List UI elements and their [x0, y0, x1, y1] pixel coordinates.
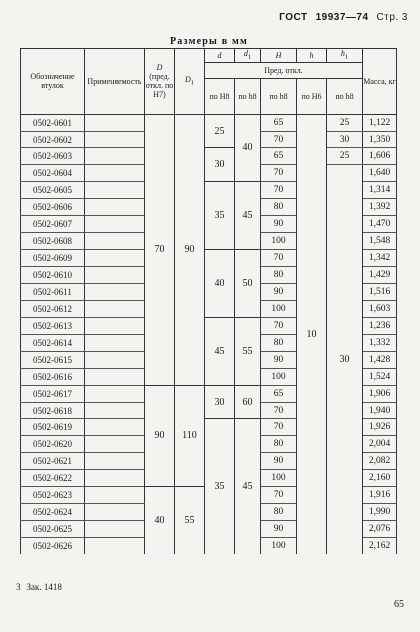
- row-application: [85, 419, 145, 436]
- row-code: 0502-0602: [21, 131, 85, 148]
- group-D1: 90: [175, 114, 205, 385]
- row-mass: 1,516: [363, 283, 397, 300]
- row-mass: 1,428: [363, 351, 397, 368]
- row-code: 0502-0613: [21, 317, 85, 334]
- row-mass: 1,350: [363, 131, 397, 148]
- row-H: 90: [261, 453, 297, 470]
- row-H: 65: [261, 148, 297, 165]
- row-H: 70: [261, 250, 297, 267]
- row-code: 0502-0624: [21, 504, 85, 521]
- row-H: 100: [261, 470, 297, 487]
- group-d1: 55: [235, 317, 261, 385]
- col-H: H: [261, 49, 297, 63]
- group-h1: 30: [327, 165, 363, 555]
- row-application: [85, 504, 145, 521]
- row-mass: 1,603: [363, 300, 397, 317]
- row-application: [85, 317, 145, 334]
- gost-number: 19937—74: [315, 12, 369, 23]
- group-h1: 25: [327, 114, 363, 131]
- row-application: [85, 165, 145, 182]
- row-mass: 1,314: [363, 182, 397, 199]
- tol-h: по H6: [297, 78, 327, 114]
- col-mass: Масса, кг: [363, 49, 397, 115]
- group-d1: 50: [235, 250, 261, 318]
- row-code: 0502-0603: [21, 148, 85, 165]
- footer-left: [16, 582, 68, 592]
- row-code: 0502-0620: [21, 436, 85, 453]
- row-code: 0502-0621: [21, 453, 85, 470]
- row-code: 0502-0623: [21, 487, 85, 504]
- row-application: [85, 250, 145, 267]
- row-mass: 1,429: [363, 267, 397, 284]
- row-mass: 1,122: [363, 114, 397, 131]
- row-mass: 1,524: [363, 368, 397, 385]
- page-number-left: 3: [16, 582, 21, 592]
- row-mass: 1,926: [363, 419, 397, 436]
- order-number: Зак. 1418: [26, 582, 62, 592]
- row-application: [85, 487, 145, 504]
- row-H: 80: [261, 334, 297, 351]
- row-application: [85, 436, 145, 453]
- group-D: 70: [145, 114, 175, 385]
- row-application: [85, 470, 145, 487]
- row-application: [85, 283, 145, 300]
- row-application: [85, 199, 145, 216]
- group-D: 40: [145, 487, 175, 555]
- row-mass: 2,004: [363, 436, 397, 453]
- row-code: 0502-0612: [21, 300, 85, 317]
- group-d: 35: [205, 182, 235, 250]
- row-mass: 2,082: [363, 453, 397, 470]
- group-d: 35: [205, 419, 235, 555]
- row-mass: 1,342: [363, 250, 397, 267]
- row-application: [85, 131, 145, 148]
- row-H: 80: [261, 504, 297, 521]
- group-D1: 55: [175, 487, 205, 555]
- row-mass: 1,392: [363, 199, 397, 216]
- row-code: 0502-0626: [21, 538, 85, 555]
- row-application: [85, 521, 145, 538]
- row-H: 70: [261, 402, 297, 419]
- row-code: 0502-0614: [21, 334, 85, 351]
- row-application: [85, 538, 145, 555]
- row-code: 0502-0604: [21, 165, 85, 182]
- row-H: 100: [261, 233, 297, 250]
- row-application: [85, 148, 145, 165]
- tol-d: по H8: [205, 78, 235, 114]
- row-code: 0502-0606: [21, 199, 85, 216]
- group-h1: 25: [327, 148, 363, 165]
- row-H: 65: [261, 114, 297, 131]
- group-d: 25: [205, 114, 235, 148]
- row-code: 0502-0622: [21, 470, 85, 487]
- tol-H: по h8: [261, 78, 297, 114]
- group-d1: 60: [235, 385, 261, 419]
- row-code: 0502-0615: [21, 351, 85, 368]
- tol-h1: по h8: [327, 78, 363, 114]
- row-application: [85, 267, 145, 284]
- group-D: 90: [145, 385, 175, 487]
- group-d: 30: [205, 385, 235, 419]
- row-H: 70: [261, 317, 297, 334]
- row-code: 0502-0601: [21, 114, 85, 131]
- group-d: 45: [205, 317, 235, 385]
- group-d: 30: [205, 148, 235, 182]
- row-mass: 1,916: [363, 487, 397, 504]
- row-application: [85, 351, 145, 368]
- row-H: 100: [261, 368, 297, 385]
- col-D: D (пред. откл. по H7): [145, 49, 175, 115]
- row-mass: 1,548: [363, 233, 397, 250]
- row-mass: 2,162: [363, 538, 397, 555]
- row-H: 80: [261, 267, 297, 284]
- row-code: 0502-0610: [21, 267, 85, 284]
- row-code: 0502-0618: [21, 402, 85, 419]
- row-mass: 1,332: [363, 334, 397, 351]
- col-application: Применяемость: [85, 49, 145, 115]
- dimensions-table: [20, 48, 397, 554]
- row-H: 100: [261, 538, 297, 555]
- row-code: 0502-0607: [21, 216, 85, 233]
- row-H: 65: [261, 385, 297, 402]
- row-H: 70: [261, 419, 297, 436]
- row-application: [85, 233, 145, 250]
- row-mass: 1,606: [363, 148, 397, 165]
- row-application: [85, 300, 145, 317]
- group-h1: 30: [327, 131, 363, 148]
- row-H: 80: [261, 436, 297, 453]
- group-d1: 40: [235, 114, 261, 182]
- row-code: 0502-0609: [21, 250, 85, 267]
- col-h: h: [297, 49, 327, 63]
- row-code: 0502-0611: [21, 283, 85, 300]
- row-mass: 1,940: [363, 402, 397, 419]
- col-d: d: [205, 49, 235, 63]
- row-mass: 1,906: [363, 385, 397, 402]
- row-application: [85, 453, 145, 470]
- page-number-right: 65: [394, 599, 404, 610]
- group-d: 40: [205, 250, 235, 318]
- row-H: 70: [261, 165, 297, 182]
- row-H: 90: [261, 283, 297, 300]
- row-application: [85, 334, 145, 351]
- row-code: 0502-0617: [21, 385, 85, 402]
- col-pred-otkl: Пред. откл.: [205, 62, 363, 78]
- row-mass: 1,470: [363, 216, 397, 233]
- row-code: 0502-0608: [21, 233, 85, 250]
- row-H: 90: [261, 351, 297, 368]
- row-application: [85, 182, 145, 199]
- row-mass: 2,160: [363, 470, 397, 487]
- row-application: [85, 216, 145, 233]
- page-header: [271, 12, 408, 23]
- group-D1: 110: [175, 385, 205, 487]
- row-code: 0502-0605: [21, 182, 85, 199]
- row-application: [85, 368, 145, 385]
- col-h1: $h_1$: [327, 49, 363, 63]
- col-designation: Обозначение втулок: [21, 49, 85, 115]
- row-H: 80: [261, 199, 297, 216]
- row-mass: 1,990: [363, 504, 397, 521]
- row-application: [85, 402, 145, 419]
- row-code: 0502-0616: [21, 368, 85, 385]
- row-mass: 1,236: [363, 317, 397, 334]
- gost-label: ГОСТ: [279, 12, 308, 23]
- col-d1: $d_1$: [235, 49, 261, 63]
- row-H: 70: [261, 182, 297, 199]
- row-code: 0502-0625: [21, 521, 85, 538]
- group-d1: 45: [235, 182, 261, 250]
- row-H: 90: [261, 216, 297, 233]
- col-D1: $D_1$: [175, 49, 205, 115]
- row-H: 90: [261, 521, 297, 538]
- row-H: 70: [261, 131, 297, 148]
- group-h: 10: [297, 114, 327, 554]
- group-d1: 45: [235, 419, 261, 555]
- row-H: 100: [261, 300, 297, 317]
- tol-d1: по h8: [235, 78, 261, 114]
- row-H: 70: [261, 487, 297, 504]
- row-code: 0502-0619: [21, 419, 85, 436]
- row-application: [85, 385, 145, 402]
- row-mass: 2,076: [363, 521, 397, 538]
- row-mass: 1,640: [363, 165, 397, 182]
- table-caption: Размеры в мм: [170, 36, 249, 47]
- page-label: Стр. 3: [376, 12, 408, 23]
- row-application: [85, 114, 145, 131]
